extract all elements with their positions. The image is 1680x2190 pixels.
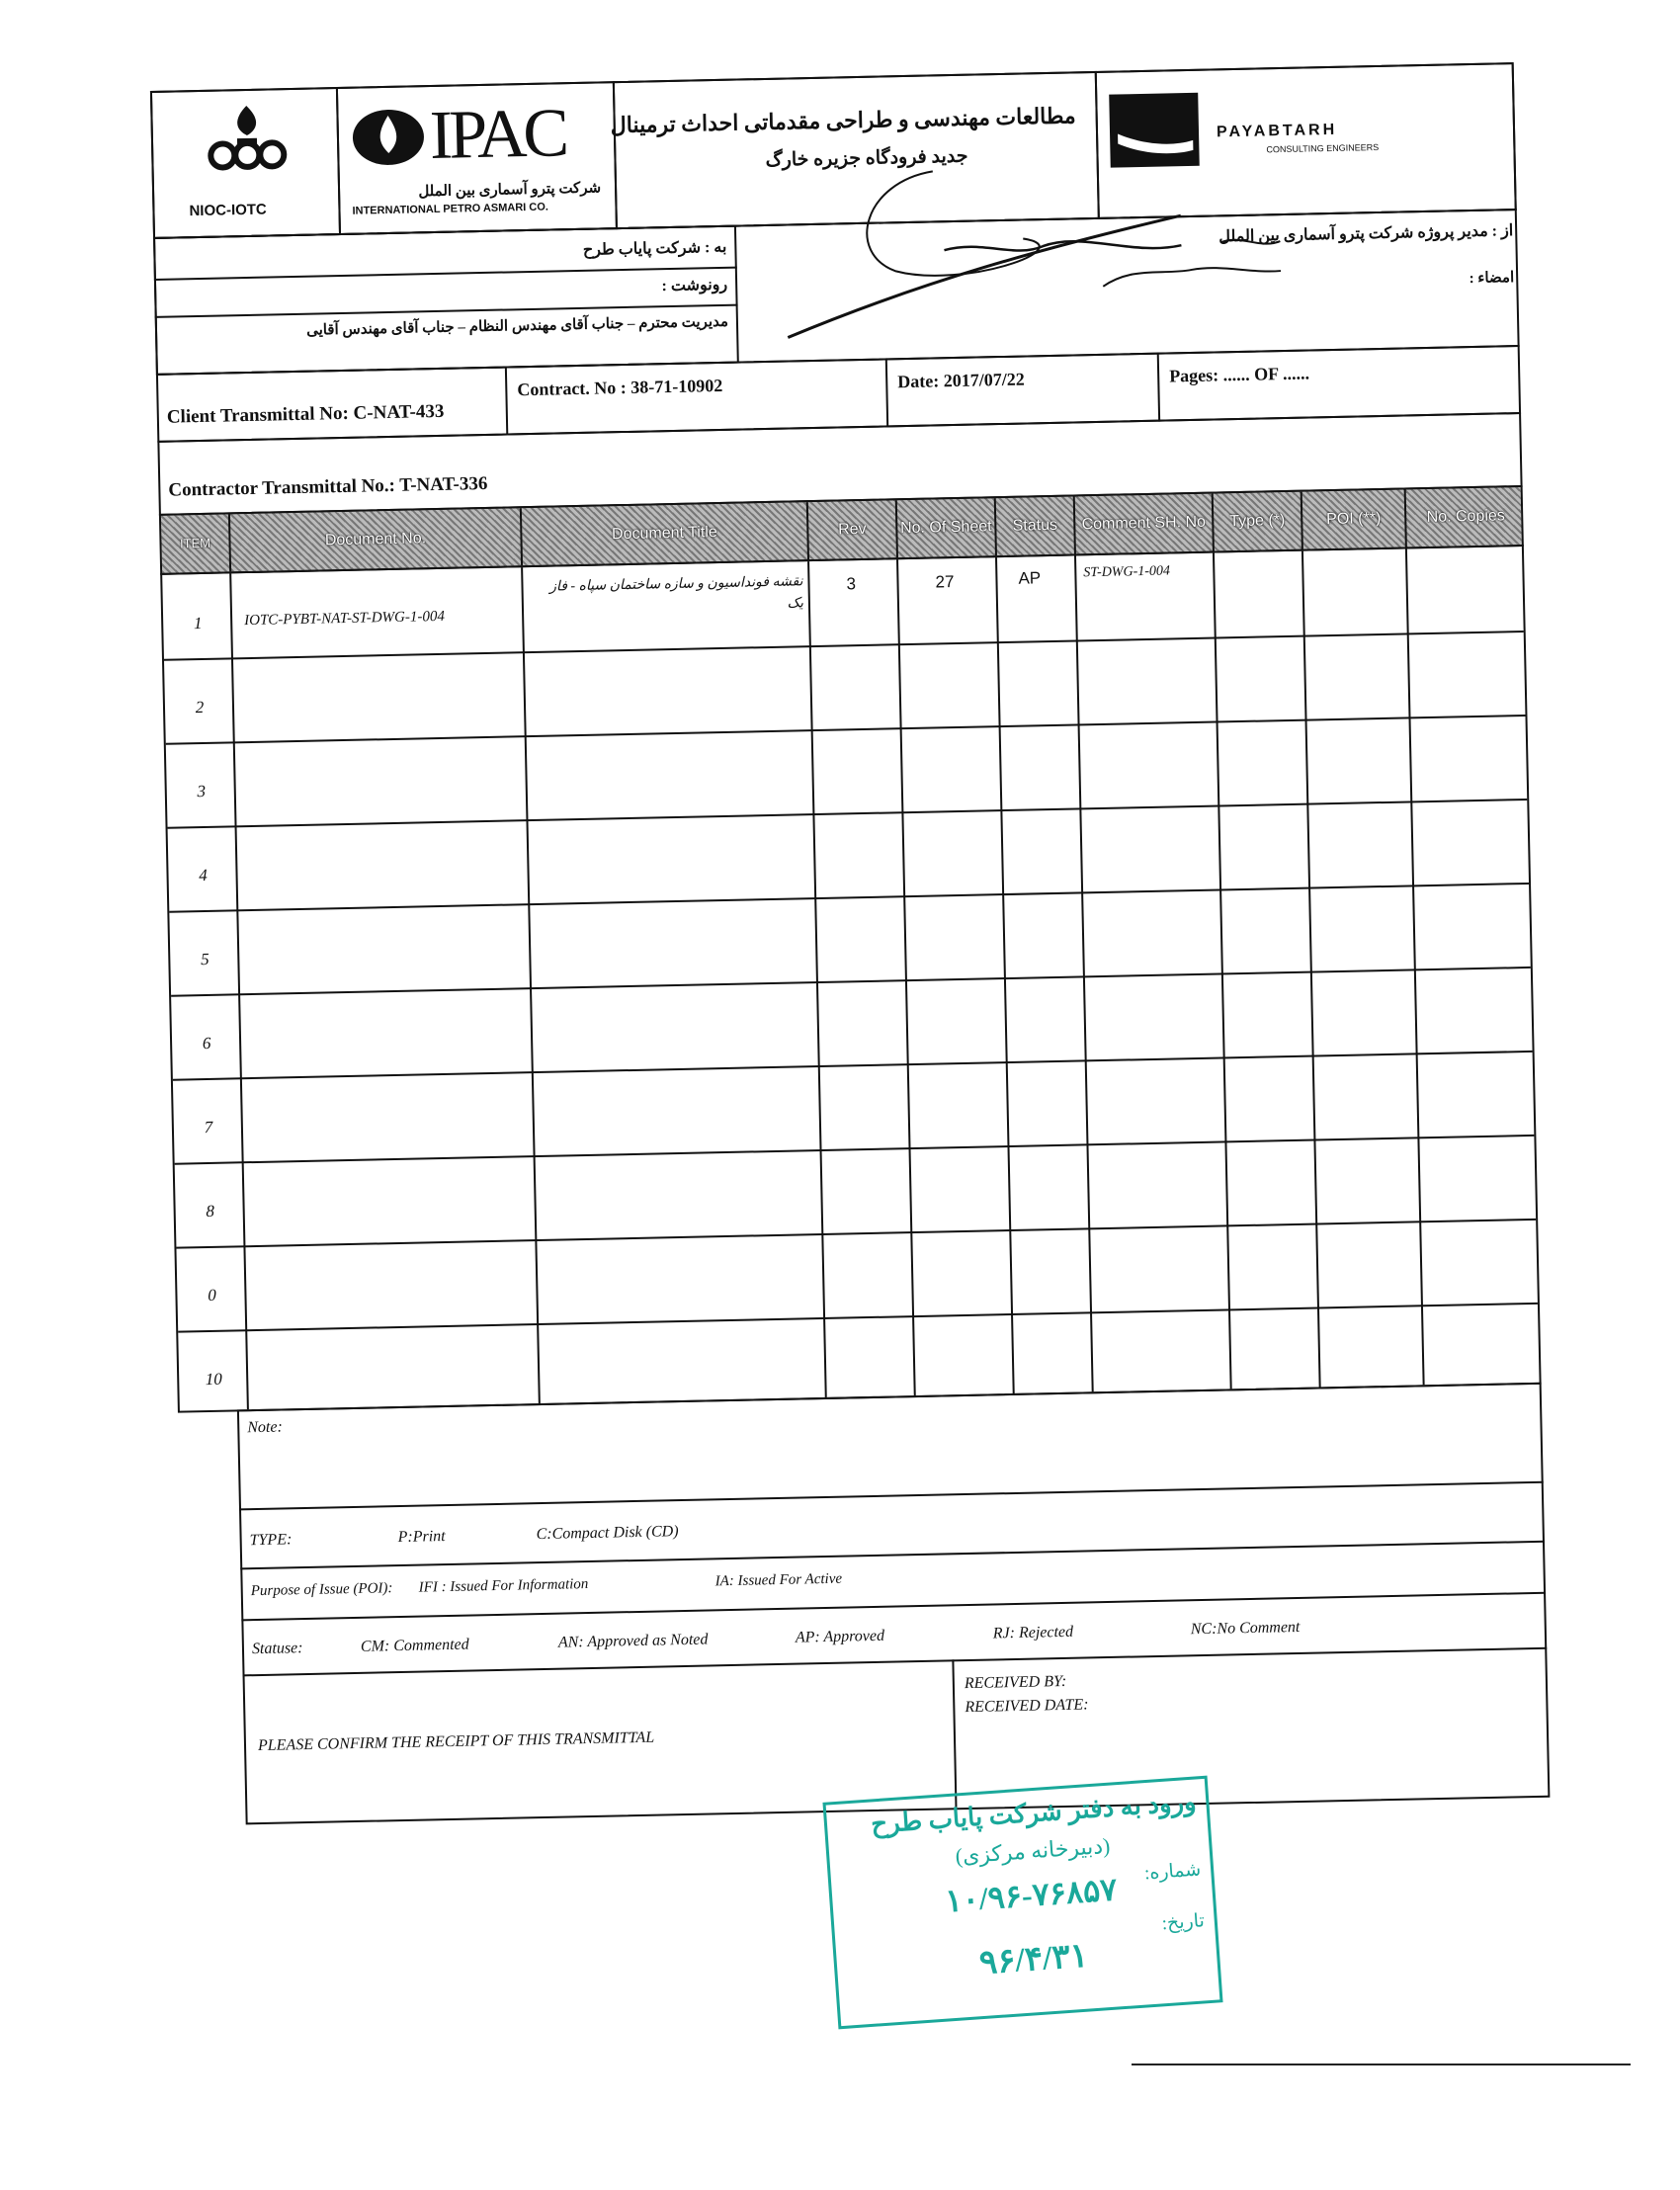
payab-subtitle: CONSULTING ENGINEERS bbox=[1266, 141, 1380, 155]
note-label: Note: bbox=[247, 1418, 283, 1437]
status-label: Statuse: bbox=[251, 1640, 303, 1658]
type-print: P:Print bbox=[397, 1528, 446, 1547]
row-item-no: 6 bbox=[202, 1033, 211, 1053]
contract-no: Contract. No : 38-71-10902 bbox=[517, 375, 723, 400]
row-status: AP bbox=[1018, 568, 1042, 588]
transmittal-date: Date: 2017/07/22 bbox=[897, 369, 1025, 392]
nioc-logo-cell bbox=[150, 87, 341, 239]
header-doc-no: Document No. bbox=[230, 508, 523, 571]
project-title-line-1: مطالعات مهندسی و طراحی مقدماتی احداث ترمینال bbox=[610, 103, 1076, 138]
row-item-no: 3 bbox=[197, 781, 207, 801]
status-an: AN: Approved as Noted bbox=[557, 1631, 709, 1651]
header-poi: POI (**) bbox=[1302, 489, 1407, 548]
row-doc-title: نقشه فونداسیون و سازه ساختمان سپاه - فاز یک bbox=[549, 574, 804, 612]
row-item-no: 5 bbox=[200, 949, 210, 969]
stamp-line-1: ورود به دفتر شرکت پایاب طرح bbox=[870, 1787, 1198, 1839]
cc-label: رونوشت : bbox=[661, 276, 728, 295]
row-item-no: 1 bbox=[193, 613, 203, 633]
nioc-logo-icon bbox=[192, 100, 302, 181]
page-edge-line bbox=[1132, 2064, 1631, 2065]
row-comment: ST-DWG-1-004 bbox=[1083, 563, 1171, 581]
header-copies: No. Copies bbox=[1426, 507, 1505, 527]
nioc-label: NIOC-IOTC bbox=[189, 201, 267, 220]
status-nc: NC:No Comment bbox=[1190, 1618, 1301, 1639]
received-date: RECEIVED DATE: bbox=[965, 1696, 1089, 1717]
payab-name: PAYABTARH bbox=[1216, 121, 1338, 141]
from-label: از : مدیر پروژه شرکت پترو آسماری بین الملل bbox=[1218, 222, 1514, 246]
row-item-no: 0 bbox=[208, 1285, 216, 1306]
project-title-line-2: جدید فرودگاه جزیره خارگ bbox=[765, 145, 968, 171]
client-transmittal-no: Client Transmittal No: C-NAT-433 bbox=[166, 400, 445, 428]
stamp-line-2: (دبیرخانه مرکزی) bbox=[954, 1832, 1112, 1869]
header-type: Type (*) bbox=[1214, 492, 1303, 551]
row-item-no: 2 bbox=[195, 697, 205, 717]
stamp-date-label: تاریخ: bbox=[1161, 1910, 1206, 1935]
row-item-no: 4 bbox=[199, 865, 209, 885]
poi-ia: IA: Issued For Active bbox=[714, 1570, 843, 1590]
ipac-subtitle-en: INTERNATIONAL PETRO ASMARI CO. bbox=[352, 201, 549, 217]
status-cm: CM: Commented bbox=[360, 1636, 469, 1655]
row-item-no: 7 bbox=[204, 1117, 213, 1137]
ipac-logo-text: IPAC bbox=[429, 95, 566, 175]
signature-label: امضاء : bbox=[1469, 270, 1515, 288]
confirm-receipt: PLEASE CONFIRM THE RECEIPT OF THIS TRANSMITTAL bbox=[257, 1728, 655, 1755]
row-item-no: 10 bbox=[205, 1369, 222, 1390]
header-rev: Rev bbox=[808, 500, 898, 559]
received-by: RECEIVED BY: bbox=[964, 1672, 1067, 1693]
row-sheets: 27 bbox=[935, 572, 955, 592]
receipt-stamp bbox=[822, 1776, 1222, 2030]
pages-count: Pages: ...... OF ...... bbox=[1168, 363, 1310, 386]
stamp-number: ۱۰/۹۶-۷۶۸۵۷ bbox=[944, 1871, 1119, 1919]
poi-label: Purpose of Issue (POI): bbox=[250, 1580, 393, 1600]
transmittal-sheet bbox=[148, 0, 1551, 1838]
status-rj: RJ: Rejected bbox=[992, 1623, 1074, 1642]
type-cd: C:Compact Disk (CD) bbox=[536, 1523, 679, 1544]
row-rev: 3 bbox=[846, 574, 857, 594]
contractor-transmittal-no: Contractor Transmittal No.: T-NAT-336 bbox=[168, 472, 488, 501]
handwritten-signature bbox=[665, 123, 1361, 355]
header-comment: Comment SH. No bbox=[1075, 494, 1215, 554]
cc-detail: مدیریت محترم – جناب آقای مهندس النظام – جناب آقای مهندس آقایی bbox=[305, 313, 729, 339]
status-ap: AP: Approved bbox=[795, 1627, 885, 1646]
type-label: TYPE: bbox=[249, 1531, 293, 1550]
poi-ifi: IFI : Issued For Information bbox=[418, 1576, 589, 1596]
row-doc-no: IOTC-PYBT-NAT-ST-DWG-1-004 bbox=[244, 608, 446, 630]
to-label: به : شرکت پایاب طرح bbox=[582, 238, 727, 259]
stamp-number-label: شماره: bbox=[1143, 1859, 1202, 1885]
ipac-subtitle-fa: شرکت پترو آسماری بین الملل bbox=[418, 180, 602, 201]
row-item-no: 8 bbox=[206, 1201, 215, 1221]
header-sheets: No. Of Sheet bbox=[897, 498, 997, 557]
ipac-drop-icon bbox=[348, 101, 428, 172]
header-doc-title: Document Title bbox=[522, 502, 809, 565]
header-item: ITEM bbox=[161, 514, 231, 572]
stamp-date: ۹۶/۴/۳۱ bbox=[977, 1937, 1090, 1982]
table-body bbox=[160, 545, 1541, 1413]
header-status: Status bbox=[996, 496, 1076, 555]
ipac-logo-cell bbox=[336, 81, 618, 235]
